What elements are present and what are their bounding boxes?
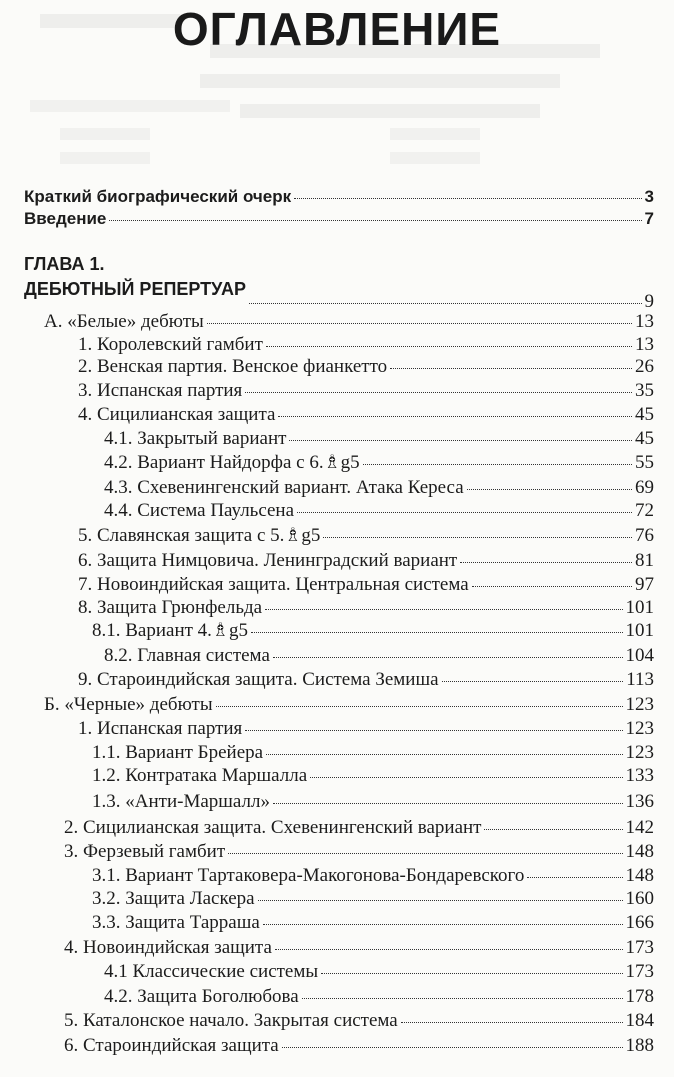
entry-page: 97 bbox=[635, 574, 654, 595]
entry-label: 2. Сицилианская защита. Схевенингенский вариант bbox=[64, 817, 482, 838]
leader-dots bbox=[363, 464, 632, 465]
entry-page: 184 bbox=[625, 1010, 654, 1031]
toc-entry bbox=[78, 597, 654, 619]
entry-page: 113 bbox=[626, 669, 654, 690]
leader-dots bbox=[228, 853, 622, 854]
entry-label: 5. Славянская защита с 5.♗g5 bbox=[78, 525, 321, 546]
leader-dots bbox=[390, 368, 632, 369]
entry-label: 1. Испанская партия bbox=[78, 718, 243, 739]
toc-entry bbox=[78, 404, 654, 426]
entry-label: 1.2. Контратака Маршалла bbox=[92, 765, 308, 786]
entry-label: 3.2. Защита Ласкера bbox=[92, 888, 255, 909]
chapter-heading: ГЛАВА 1. bbox=[24, 254, 105, 274]
entry-label: 4. Сицилианская защита bbox=[78, 404, 276, 425]
entry-label: 8.2. Главная система bbox=[104, 645, 270, 666]
entry-label: 1.1. Вариант Брейера bbox=[92, 742, 264, 763]
leader-dots bbox=[251, 632, 623, 633]
toc-entry bbox=[104, 428, 654, 450]
entry-label: 3. Испанская партия bbox=[78, 380, 243, 401]
toc-entry bbox=[44, 311, 654, 333]
entry-page: 35 bbox=[635, 380, 654, 401]
toc-entry bbox=[92, 912, 654, 934]
entry-label: Б. «Черные» дебюты bbox=[44, 694, 213, 715]
leader-dots bbox=[275, 949, 623, 950]
toc-entry bbox=[78, 574, 654, 596]
toc-entry bbox=[78, 334, 654, 356]
entry-page: 188 bbox=[625, 1035, 654, 1056]
toc-entry bbox=[104, 452, 654, 474]
entry-label: 6. Староиндийская защита bbox=[64, 1035, 279, 1056]
entry-page: 55 bbox=[635, 452, 654, 473]
entry-page: 26 bbox=[635, 356, 654, 377]
leader-dots bbox=[442, 681, 624, 682]
entry-page: 76 bbox=[635, 525, 654, 546]
entry-label: А. «Белые» дебюты bbox=[44, 311, 204, 332]
toc-entry bbox=[92, 865, 654, 887]
entry-label: 6. Защита Нимцовича. Ленинградский вариант bbox=[78, 550, 458, 571]
toc-entry bbox=[64, 1010, 654, 1032]
entry-page: 104 bbox=[625, 645, 654, 666]
entry-page: 13 bbox=[635, 334, 654, 355]
chapter-page: 9 bbox=[644, 291, 654, 312]
entry-label: 5. Каталонское начало. Закрытая система bbox=[64, 1010, 398, 1031]
entry-page: 148 bbox=[625, 865, 654, 886]
leader-dots bbox=[401, 1022, 623, 1023]
leader-dots bbox=[294, 198, 641, 199]
leader-dots bbox=[321, 973, 622, 974]
leader-dots bbox=[249, 303, 641, 304]
leader-dots bbox=[109, 220, 641, 221]
toc-entry bbox=[104, 961, 654, 983]
entry-page: 173 bbox=[625, 961, 654, 982]
leader-dots bbox=[207, 323, 632, 324]
entry-page: 81 bbox=[635, 550, 654, 571]
toc-entry bbox=[78, 669, 654, 691]
entry-page: 173 bbox=[625, 937, 654, 958]
toc-entry bbox=[92, 742, 654, 764]
toc-entry bbox=[78, 525, 654, 547]
chapter-name: ДЕБЮТНЫЙ РЕПЕРТУАР bbox=[24, 279, 247, 299]
entry-label: Введение bbox=[24, 209, 107, 228]
leader-dots bbox=[266, 754, 622, 755]
toc-entry bbox=[104, 986, 654, 1008]
entry-label: 4.3. Схевенингенский вариант. Атака Кереса bbox=[104, 477, 464, 498]
leader-dots bbox=[323, 537, 632, 538]
toc-entry bbox=[104, 477, 654, 499]
entry-page: 178 bbox=[625, 986, 654, 1007]
leader-dots bbox=[216, 706, 623, 707]
leader-dots bbox=[467, 489, 632, 490]
page-title: ОГЛАВЛЕНИЕ bbox=[172, 3, 502, 55]
leader-dots bbox=[282, 1047, 623, 1048]
entry-page: 123 bbox=[625, 694, 654, 715]
entry-label: 1. Королевский гамбит bbox=[78, 334, 263, 355]
entry-page: 133 bbox=[625, 765, 654, 786]
entry-page: 136 bbox=[625, 791, 654, 812]
entry-label: 4.1 Классические системы bbox=[104, 961, 319, 982]
entry-label: 4.2. Вариант Найдорфа с 6.♗g5 bbox=[104, 452, 360, 473]
toc-entry bbox=[104, 645, 654, 667]
leader-dots bbox=[245, 392, 632, 393]
entry-label: Краткий биографический очерк bbox=[24, 187, 292, 206]
leader-dots bbox=[266, 346, 632, 347]
leader-dots bbox=[289, 440, 632, 441]
toc-entry bbox=[64, 1035, 654, 1057]
leader-dots bbox=[484, 829, 622, 830]
leader-dots bbox=[302, 998, 623, 999]
entry-page: 72 bbox=[635, 500, 654, 521]
toc-entry bbox=[64, 817, 654, 839]
entry-label: 9. Староиндийская защита. Система Земиша bbox=[78, 669, 439, 690]
entry-page: 123 bbox=[625, 742, 654, 763]
leader-dots bbox=[278, 416, 632, 417]
leader-dots bbox=[273, 657, 623, 658]
leader-dots bbox=[472, 586, 632, 587]
leader-dots bbox=[263, 924, 623, 925]
entry-label: 4.2. Защита Боголюбова bbox=[104, 986, 299, 1007]
toc-entry bbox=[64, 841, 654, 863]
toc-front-entry bbox=[24, 208, 654, 230]
chapter-title-row bbox=[24, 278, 654, 312]
toc-entry bbox=[78, 356, 654, 378]
toc-entry bbox=[92, 765, 654, 787]
entry-label: 1.3. «Анти-Маршалл» bbox=[92, 791, 270, 812]
entry-page: 7 bbox=[644, 209, 654, 228]
toc-entry bbox=[78, 718, 654, 740]
entry-page: 101 bbox=[625, 620, 654, 641]
leader-dots bbox=[297, 512, 632, 513]
entry-label: 3.1. Вариант Тартаковера-Макогонова-Бондаревского bbox=[92, 865, 525, 886]
toc-entry bbox=[92, 620, 654, 642]
leader-dots bbox=[258, 900, 623, 901]
entry-label: 2. Венская партия. Венское фианкетто bbox=[78, 356, 388, 377]
entry-page: 69 bbox=[635, 477, 654, 498]
entry-label: 4. Новоиндийская защита bbox=[64, 937, 272, 958]
entry-page: 123 bbox=[625, 718, 654, 739]
leader-dots bbox=[527, 877, 622, 878]
leader-dots bbox=[245, 730, 622, 731]
toc-entry bbox=[104, 500, 654, 522]
entry-label: 3. Ферзевый гамбит bbox=[64, 841, 226, 862]
entry-page: 45 bbox=[635, 404, 654, 425]
leader-dots bbox=[310, 777, 622, 778]
toc-entry bbox=[78, 550, 654, 572]
toc-entry bbox=[64, 937, 654, 959]
entry-page: 13 bbox=[635, 311, 654, 332]
entry-label: 8. Защита Грюнфельда bbox=[78, 597, 263, 618]
toc-entry bbox=[92, 791, 654, 813]
entry-page: 166 bbox=[625, 912, 654, 933]
entry-label: 8.1. Вариант 4.♗g5 bbox=[92, 620, 248, 641]
entry-label: 4.4. Система Паульсена bbox=[104, 500, 295, 521]
leader-dots bbox=[273, 803, 623, 804]
leader-dots bbox=[460, 562, 632, 563]
entry-label: 7. Новоиндийская защита. Центральная система bbox=[78, 574, 469, 595]
entry-page: 45 bbox=[635, 428, 654, 449]
entry-page: 160 bbox=[625, 888, 654, 909]
entry-page: 3 bbox=[644, 187, 654, 206]
entry-page: 148 bbox=[625, 841, 654, 862]
entry-label: 4.1. Закрытый вариант bbox=[104, 428, 287, 449]
toc-entry bbox=[78, 380, 654, 402]
toc-entry bbox=[92, 888, 654, 910]
toc-entry bbox=[44, 694, 654, 716]
entry-label: 3.3. Защита Тарраша bbox=[92, 912, 260, 933]
entry-page: 101 bbox=[625, 597, 654, 618]
entry-page: 142 bbox=[625, 817, 654, 838]
leader-dots bbox=[265, 609, 622, 610]
toc-front-entry bbox=[24, 186, 654, 208]
